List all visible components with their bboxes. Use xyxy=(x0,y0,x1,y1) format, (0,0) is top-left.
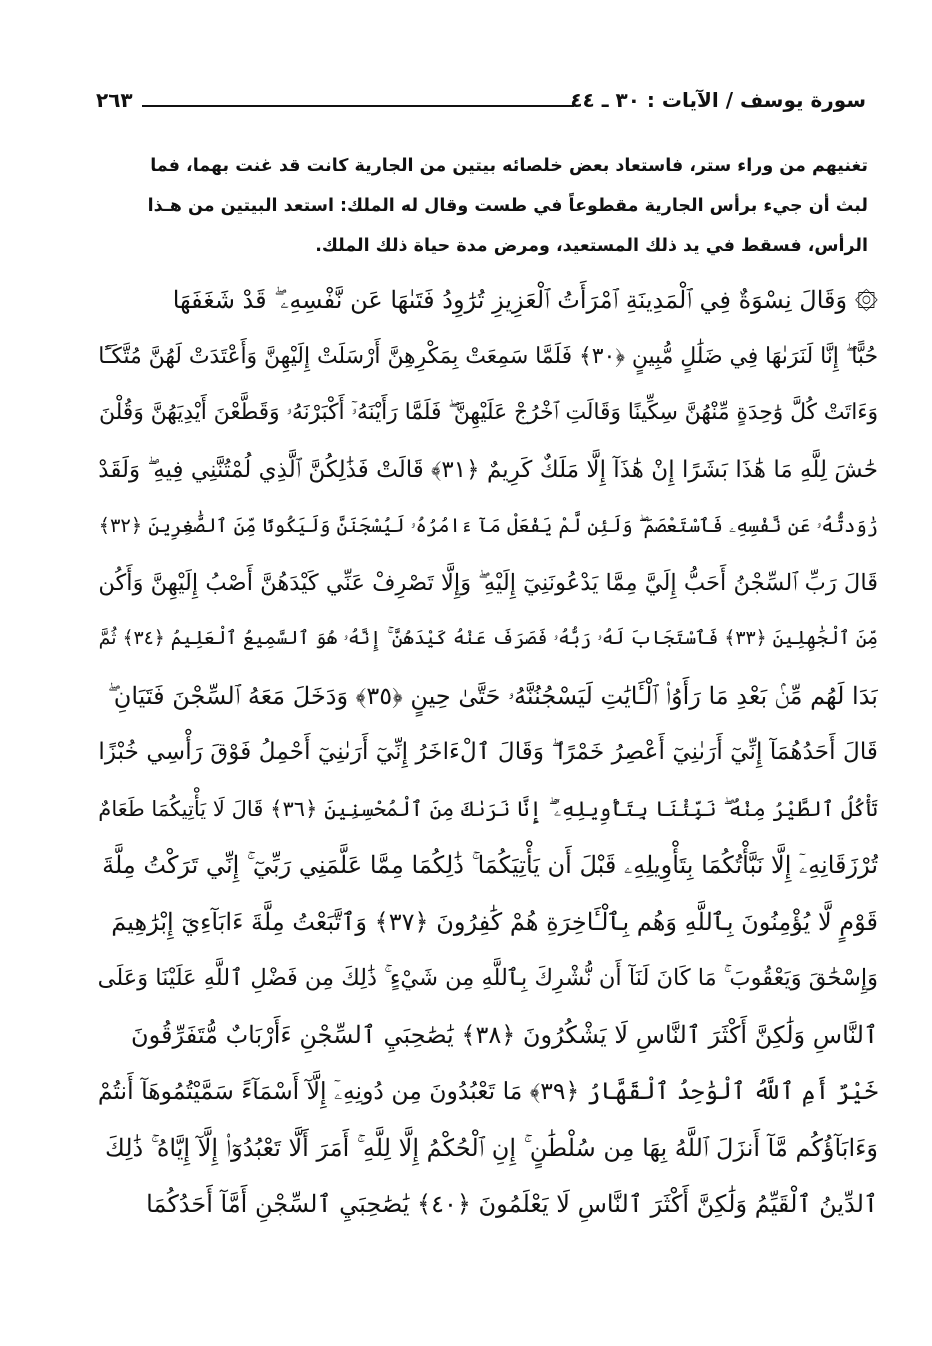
verse-line: قَوْمٍ لَّا يُؤْمِنُونَ بِٱللَّهِ وَهُم بِٱلْـَٔاخِرَةِ هُمْ كَٰفِرُونَ ﴿٣٧﴾ وَٱتَّبَعْتُ مِلَّةَ ءَابَآءِيٓ إِبْرَٰهِيمَ xyxy=(111,907,878,936)
verse-line: ۞ وَقَالَ نِسْوَةٌ فِي ٱلْمَدِينَةِ ٱمْرَأَتُ ٱلْعَزِيزِ تُرَٰوِدُ فَتَىٰهَا عَن نَّفْسِهِۦ ۖ قَدْ شَغَفَهَا xyxy=(172,286,878,314)
commentary-line: تغنيهم من وراء ستر، فاستعاد بعض خلصائه بيتين من الجارية كانت قد غنت بهما، فما xyxy=(150,156,868,176)
verse-line: تُرْزَقَانِهِۦٓ إِلَّا نَبَّأْتُكُمَا بِتَأْوِيلِهِۦ قَبْلَ أَن يَأْتِيَكُمَا ۚ ذَٰلِكُمَا مِمَّا عَلَّمَنِي رَبِّيٓ ۚ إِنِّي تَرَكْتُ مِلَّةَ xyxy=(102,851,878,879)
header-title: سورة يوسف / الآيات : ٣٠ ـ ٤٤ xyxy=(570,88,866,112)
verse-line: رَٰوَدتُّهُۥ عَن نَّفْسِهِۦ فَٱسْتَعْصَمَ ۖ وَلَئِن لَّمْ يَفْعَلْ مَآ ءَامُرُهُۥ لَيُسْجَنَنَّ وَلَيَكُونًا مِّنَ ٱلصَّٰغِرِينَ ﴿٣٢﴾ xyxy=(98,514,878,537)
commentary-line: لبث أن جيء برأس الجارية مقطوعاً في طست وقال له الملك: استعد البيتين من هـذا xyxy=(147,196,868,216)
verse-line: وَءَاتَتْ كُلَّ وَٰحِدَةٍ مِّنْهُنَّ سِكِّينًا وَقَالَتِ ٱخْرُجْ عَلَيْهِنَّ ۖ فَلَمَّا رَأَيْنَهُۥٓ أَكْبَرْنَهُۥ وَقَطَّعْنَ أَيْدِيَهُنَّ وَقُلْنَ xyxy=(99,400,878,425)
commentary-text xyxy=(84,146,868,266)
page-header xyxy=(96,88,866,118)
verse-line: خَيْرٌ أَمِ ٱللَّهُ ٱلْوَٰحِدُ ٱلْقَهَّارُ ﴿٣٩﴾ مَا تَعْبُدُونَ مِن دُونِهِۦٓ إِلَّآ أَسْمَآءً سَمَّيْتُمُوهَآ أَنتُمْ xyxy=(97,1077,878,1105)
commentary-line: الرأس، فسقط في يد ذلك المستعيد، ومرض مدة حياة ذلك الملك. xyxy=(315,236,868,256)
verse-line: قَالَ أَحَدُهُمَآ إِنِّيٓ أَرَىٰنِيٓ أَعْصِرُ خَمْرًا ۖ وَقَالَ ٱلْءَاخَرُ إِنِّيٓ أَرَىٰنِيٓ أَحْمِلُ فَوْقَ رَأْسِي خُبْزًا xyxy=(98,738,878,765)
verse-line: مِّنَ ٱلْجَٰهِلِينَ ﴿٣٣﴾ فَٱسْتَجَابَ لَهُۥ رَبُّهُۥ فَصَرَفَ عَنْهُ كَيْدَهُنَّ ۚ إِنَّهُۥ هُوَ ٱلسَّمِيعُ ٱلْعَلِيمُ ﴿٣٤﴾ ثُمَّ xyxy=(98,628,878,649)
verse-line: بَدَا لَهُم مِّنۢ بَعْدِ مَا رَأَوُا۟ ٱلْـَٔايَٰتِ لَيَسْجُنُنَّهُۥ حَتَّىٰ حِينٍ ﴿٣٥﴾ وَدَخَلَ مَعَهُ ٱلسِّجْنَ فَتَيَانِ ۖ xyxy=(107,681,878,710)
verse-line: ٱلنَّاسِ وَلَٰكِنَّ أَكْثَرَ ٱلنَّاسِ لَا يَشْكُرُونَ ﴿٣٨﴾ يَٰصَٰحِبَيِ ٱلسِّجْنِ ءَأَرْبَابٌ مُّتَفَرِّقُونَ xyxy=(130,1020,878,1049)
verse-line: وَإِسْحَٰقَ وَيَعْقُوبَ ۚ مَا كَانَ لَنَآ أَن نُّشْرِكَ بِٱللَّهِ مِن شَيْءٍ ۚ ذَٰلِكَ مِن فَضْلِ ٱللَّهِ عَلَيْنَا وَعَلَى xyxy=(97,965,878,991)
page-number: ٢٦٣ xyxy=(96,88,133,112)
verse-line: حَٰشَ لِلَّهِ مَا هَٰذَا بَشَرًا إِنْ هَٰذَآ إِلَّا مَلَكٌ كَرِيمٌ ﴿٣١﴾ قَالَتْ فَذَٰلِكُنَّ ٱلَّذِي لُمْتُنَّنِي فِيهِ ۖ وَلَقَدْ xyxy=(98,456,878,483)
verse-line: قَالَ رَبِّ ٱلسِّجْنُ أَحَبُّ إِلَيَّ مِمَّا يَدْعُونَنِيٓ إِلَيْهِ ۖ وَإِلَّا تَصْرِفْ عَنِّي كَيْدَهُنَّ أَصْبُ إِلَيْهِنَّ وَأَكُن xyxy=(98,569,878,596)
verse-line: تَأْكُلُ ٱلطَّيْرُ مِنْهُ ۖ نَبِّئْنَا بِتَأْوِيلِهِۦٓ ۖ إِنَّا نَرَىٰكَ مِنَ ٱلْمُحْسِنِينَ ﴿٣٦﴾ قَالَ لَا يَأْتِيكُمَا طَعَامٌ xyxy=(98,795,878,821)
verse-line: حُبًّا ۖ إِنَّا لَنَرَىٰهَا فِي ضَلَٰلٍ مُّبِينٍ ﴿٣٠﴾ فَلَمَّا سَمِعَتْ بِمَكْرِهِنَّ أَرْسَلَتْ إِلَيْهِنَّ وَأَعْتَدَتْ لَهُنَّ مُتَّكَـًٔا xyxy=(98,343,878,369)
header-rule xyxy=(142,105,574,107)
verse-line: وَءَابَآؤُكُم مَّآ أَنزَلَ ٱللَّهُ بِهَا مِن سُلْطَٰنٍ ۚ إِنِ ٱلْحُكْمُ إِلَّا لِلَّهِ ۚ أَمَرَ أَلَّا تَعْبُدُوٓا۟ إِلَّآ إِيَّاهُ ۚ ذَٰلِكَ xyxy=(104,1133,878,1162)
quran-verses xyxy=(82,272,878,1233)
verse-line: ٱلدِّينُ ٱلْقَيِّمُ وَلَٰكِنَّ أَكْثَرَ ٱلنَّاسِ لَا يَعْلَمُونَ ﴿٤٠﴾ يَٰصَٰحِبَيِ ٱلسِّجْنِ أَمَّآ أَحَدُكُمَا xyxy=(146,1190,878,1218)
